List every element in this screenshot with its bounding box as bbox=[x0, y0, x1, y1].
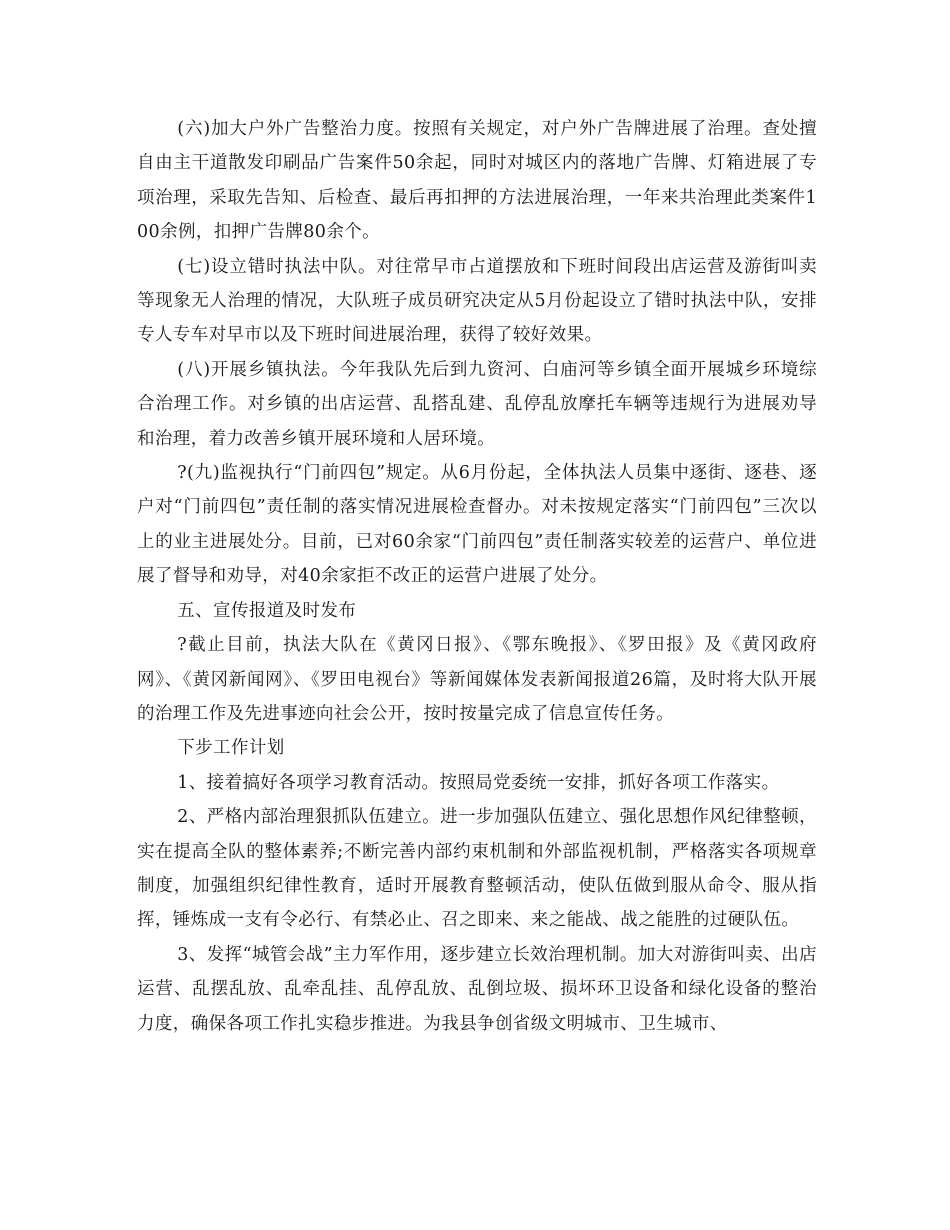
paragraph-publicity: ?截止目前，执法大队在《黄冈日报》、《鄂东晚报》、《罗田报》及《黄冈政府网》、《黄冈新闻网》、《罗田电视台》等新闻媒体发表新闻报道26篇，及时将大队开展的治理工作及先进事迹向社会公开，按时按量完成了信息宣传任务。 bbox=[137, 635, 817, 724]
section-heading-publicity: 五、宣传报道及时发布 bbox=[177, 600, 357, 621]
paragraph-off-hours-squad: (七)设立错时执法中队。对往常早市占道摆放和下班时间段出店运营及游街叫卖等现象无人治理的情况，大队班子成员研究决定从5月份起设立了错时执法中队，安排专人专车对早市以及下班时间进展治理，获得了较好效果。 bbox=[137, 256, 817, 346]
document-body bbox=[137, 112, 817, 1041]
paragraph-door-four-guarantees: ?(九)监视执行“门前四包”规定。从6月份起，全体执法人员集中逐街、逐巷、逐户对“门前四包”责任制的落实情况进展检查督办。对未按规定落实“门前四包”三次以上的业主进展处分。目前，已对60余家“门前四包”责任制落实较差的运营户、单位进展了督导和劝导，对40余家拒不改正的运营户进展了处分。 bbox=[137, 463, 817, 587]
paragraph-plan-2: 2、严格内部治理狠抓队伍建立。进一步加强队伍建立、强化思想作风纪律整顿，实在提高全队的整体素养;不断完善内部约束机制和外部监视机制，严格落实各项规章制度，加强组织纪律性教育，适时开展教育整顿活动，使队伍做到服从命令、服从指挥，锤炼成一支有令必行、有禁必止、召之即来、来之能战、战之能胜的过硬队伍。 bbox=[137, 807, 817, 931]
paragraph-outdoor-ads: (六)加大户外广告整治力度。按照有关规定，对户外广告牌进展了治理。查处擅自由主干道散发印刷品广告案件50余起，同时对城区内的落地广告牌、灯箱进展了专项治理，采取先告知、后检查、最后再扣押的方法进展治理，一年来共治理此类案件100余例，扣押广告牌80余个。 bbox=[137, 119, 817, 243]
paragraph-plan-3: 3、发挥“城管会战”主力军作用，逐步建立长效治理机制。加大对游街叫卖、出店运营、乱摆乱放、乱牵乱挂、乱停乱放、乱倒垃圾、损坏环卫设备和绿化设备的整治力度，确保各项工作扎实稳步推进。为我县争创省级文明城市、卫生城市、 bbox=[137, 944, 817, 1034]
paragraph-township-enforcement: (八)开展乡镇执法。今年我队先后到九资河、白庙河等乡镇全面开展城乡环境综合治理工作。对乡镇的出店运营、乱搭乱建、乱停乱放摩托车辆等违规行为进展劝导和治理，着力改善乡镇开展环境和人居环境。 bbox=[137, 359, 817, 449]
paragraph-plan-1: 1、接着搞好各项学习教育活动。按照局党委统一安排，抓好各项工作落实。 bbox=[177, 772, 780, 793]
section-heading-next-plan: 下步工作计划 bbox=[177, 738, 285, 759]
